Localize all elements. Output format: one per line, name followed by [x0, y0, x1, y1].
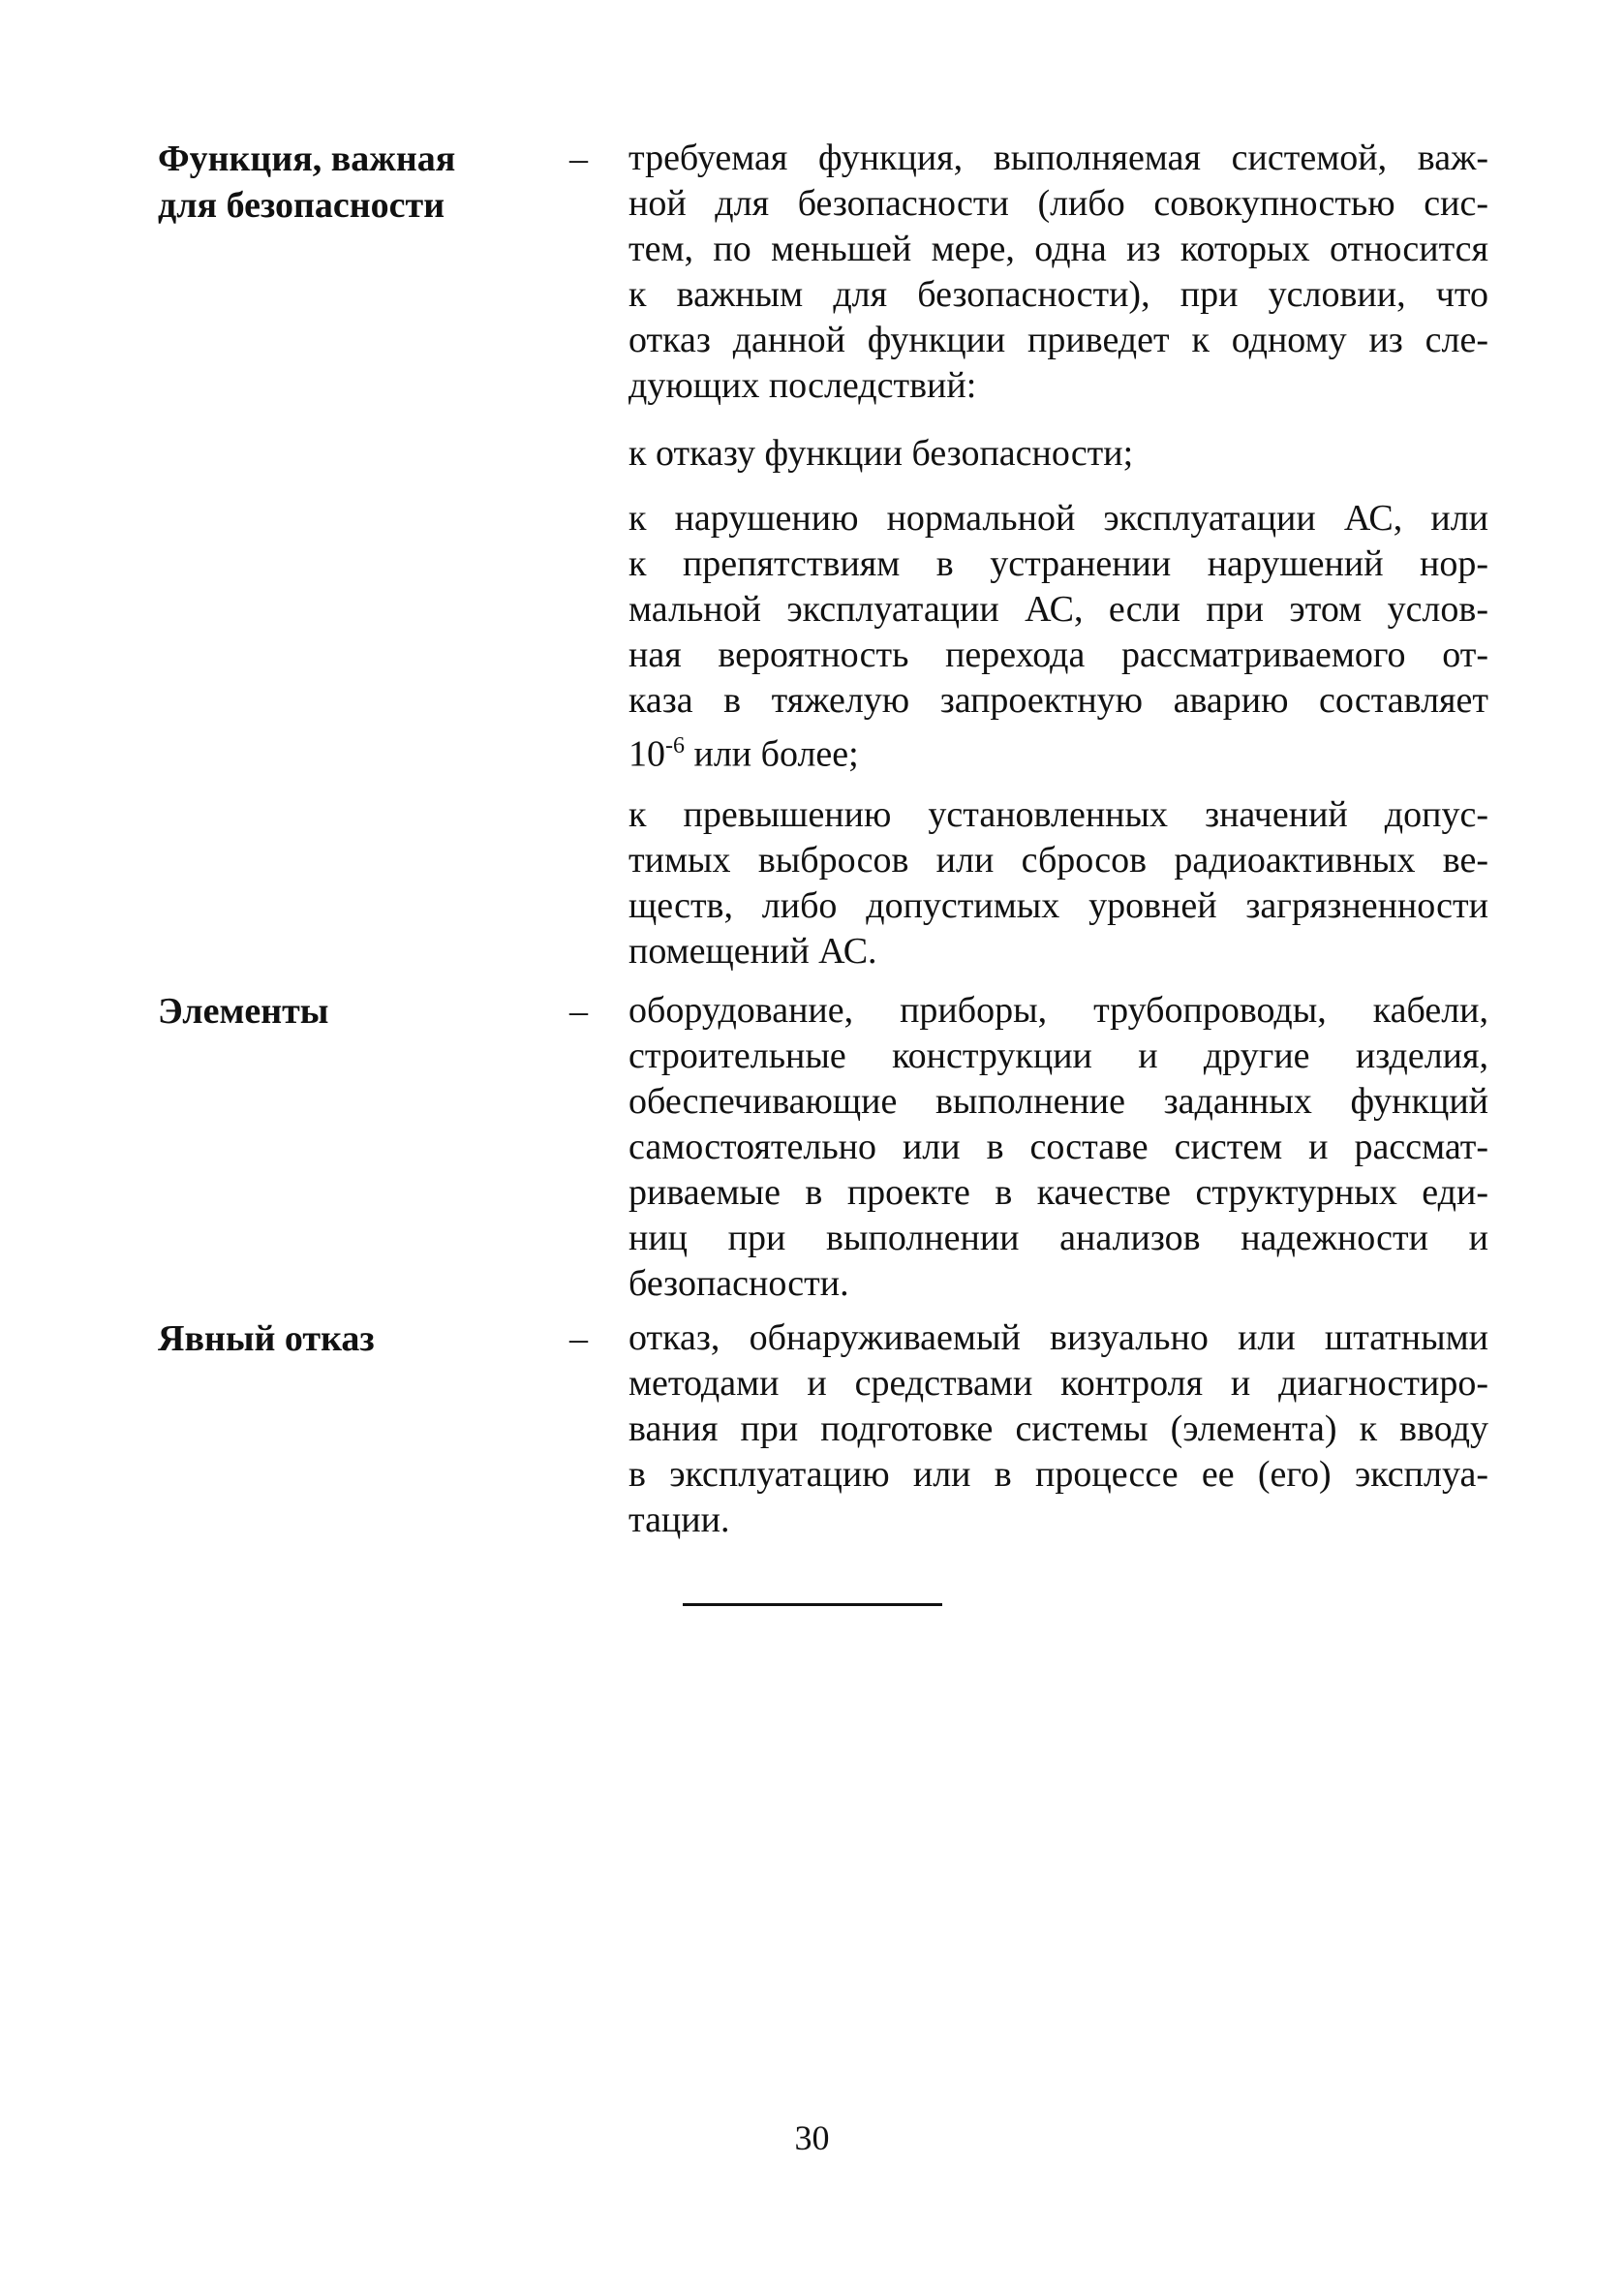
definition-paragraph — [628, 136, 1488, 409]
definition-line: ществ, либо допустимых уровней загрязненности — [628, 885, 1488, 926]
definition-dash: – — [569, 991, 588, 1032]
term-safety-important-function — [158, 136, 506, 229]
definition-line: к нарушению нормальной эксплуатации АС, или — [628, 498, 1488, 539]
term-elements — [158, 988, 506, 1035]
definition-line: самостоятельно или в составе систем и рассмат- — [628, 1127, 1488, 1167]
definition-line: тации. — [628, 1500, 730, 1540]
term-line: для безопасности — [158, 185, 445, 226]
term-line: Функция, важная — [158, 139, 456, 179]
definition-line: вания при подготовке системы (элемента) к вводу — [628, 1408, 1488, 1449]
definition-line: методами и средствами контроля и диагностиро- — [628, 1363, 1488, 1404]
power-exponent: -6 — [665, 733, 685, 758]
page-number: 30 — [794, 2119, 830, 2157]
definition-line: отказ данной функции приведет к одному из сле- — [628, 320, 1488, 360]
definition-line: риваемые в проекте в качестве структурных еди- — [628, 1172, 1488, 1213]
definition-line: к препятствиям в устранении нарушений нор- — [628, 543, 1488, 584]
consequence-paragraph — [628, 496, 1488, 778]
term-line: Явный отказ — [158, 1318, 375, 1359]
definition-line: ниц при выполнении анализов надежности и — [628, 1218, 1488, 1258]
power-rest: или более; — [685, 733, 859, 775]
definition-line: мальной эксплуатации АС, если при этом услов- — [628, 589, 1488, 630]
definition-line: к превышению установленных значений допус- — [628, 794, 1488, 835]
definition-line: к важным для безопасности), при условии, что — [628, 274, 1488, 315]
term-explicit-failure — [158, 1315, 506, 1362]
definition-dash: – — [569, 139, 588, 179]
definition-line: к отказу функции безопасности; — [628, 433, 1134, 474]
definition-line: тимых выбросов или сбросов радиоактивных ве- — [628, 840, 1488, 881]
consequence-paragraph — [628, 431, 1488, 477]
definition-line: обеспечивающие выполнение заданных функций — [628, 1081, 1488, 1122]
definition-line: помещений АС. — [628, 931, 877, 972]
consequence-paragraph — [628, 792, 1488, 974]
definition-line: требуемая функция, выполняемая системой, важ- — [628, 138, 1488, 178]
probability-line — [628, 724, 1488, 778]
definition-paragraph — [628, 988, 1488, 1307]
definition-line: в эксплуатацию или в процессе ее (его) эксплуа- — [628, 1454, 1488, 1495]
definition-line: отказ, обнаруживаемый визуально или штатными — [628, 1317, 1488, 1358]
definition-line: безопасности. — [628, 1263, 849, 1304]
definition-line: каза в тяжелую запроектную аварию составляет — [628, 680, 1488, 721]
definition-dash: – — [569, 1318, 588, 1359]
definition-line: оборудование, приборы, трубопроводы, кабели, — [628, 990, 1488, 1031]
section-divider — [683, 1603, 942, 1606]
definition-line: ной для безопасности (либо совокупностью сис- — [628, 183, 1488, 224]
definition-paragraph — [628, 1315, 1488, 1543]
term-line: Элементы — [158, 991, 329, 1032]
definition-line: строительные конструкции и другие изделия, — [628, 1036, 1488, 1076]
power-base: 10 — [628, 733, 665, 775]
definition-line: дующих последствий: — [628, 365, 977, 406]
definition-line: тем, по меньшей мере, одна из которых относится — [628, 229, 1488, 269]
definition-line: ная вероятность перехода рассматриваемого от- — [628, 634, 1488, 675]
